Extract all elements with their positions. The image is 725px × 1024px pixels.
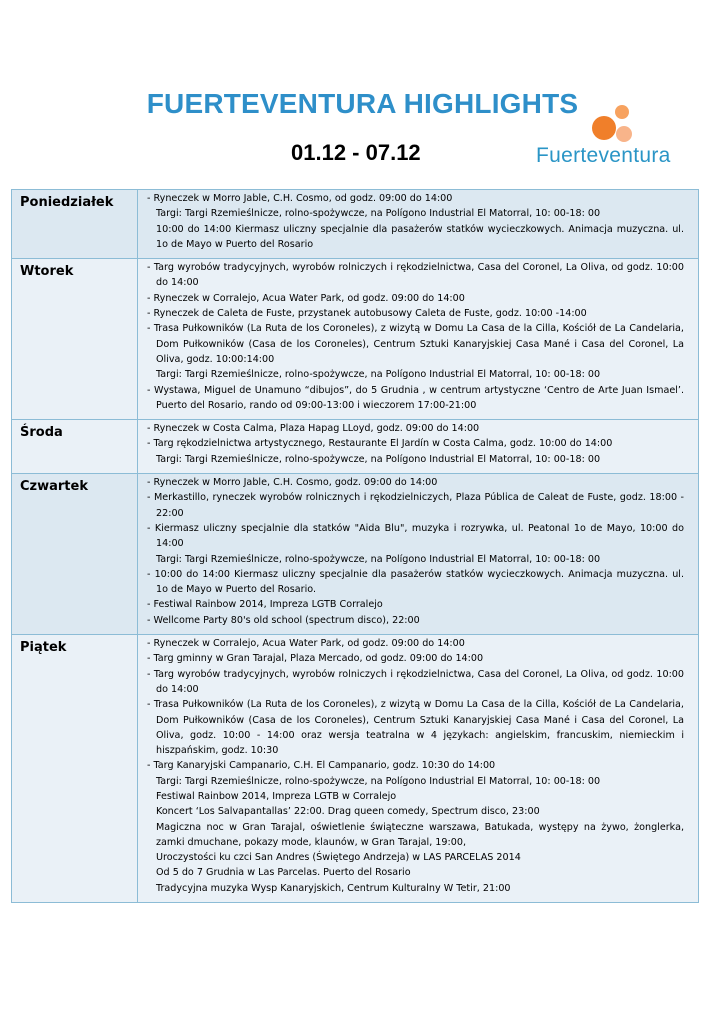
event-line (147, 552, 684, 567)
event-text: Festiwal Rainbow 2014, Impreza LGTB w Corralejo (156, 790, 397, 802)
day-name: Czwartek (12, 474, 138, 635)
event-line (147, 667, 684, 698)
event-line (147, 697, 684, 758)
schedule-row (12, 635, 699, 903)
event-line (147, 567, 684, 598)
event-text: Ryneczek w Costa Calma, Plaza Hapag LLoyd, godz. 09:00 do 14:00 (153, 423, 480, 435)
event-text: Ryneczek w Corralejo, Acua Water Park, od godz. 09:00 do 14:00 (153, 638, 465, 650)
bullet-dash: - (147, 292, 154, 304)
event-text: Targi: Targi Rzemieślnicze, rolno-spożywcze, na Polígono Industrial El Matorral, 10: 00-18: 00 (156, 208, 601, 220)
event-text: Trasa Pułkowników (La Ruta de los Coroneles), z wizytą w Domu La Casa de la Cilla, Kościół de La Candelaria, Dom Pułkowników (Casa de los Coroneles), Centrum Sztuki Kanaryjskiej Casa Mané i Casa del Coronel, La Oliva, godz. 10:00:14:00 (153, 323, 684, 365)
day-events (138, 190, 699, 259)
bullet-dash: - (147, 193, 154, 204)
event-text: Od 5 do 7 Grudnia w Las Parcelas. Puerto del Rosario (156, 867, 411, 879)
bullet-dash: - (147, 760, 154, 772)
bullet-dash: - (147, 262, 154, 274)
event-text: Tradycyjna muzyka Wysp Kanaryjskich, Centrum Kulturalny W Tetir, 21:00 (156, 882, 511, 894)
event-line (147, 383, 684, 414)
event-line (147, 820, 684, 851)
event-text: Uroczystości ku czci San Andres (Świętego Andrzeja) w LAS PARCELAS 2014 (156, 852, 521, 864)
bullet-dash: - (147, 477, 154, 489)
event-text: Koncert ‘Los Salvapantallas’ 22:00. Drag queen comedy, Spectrum disco, 23:00 (156, 806, 540, 818)
event-line (147, 613, 684, 628)
bullet-dash: - (147, 653, 154, 665)
event-text: Magiczna noc w Gran Tarajal, oświetlenie świąteczne warszawa, Batukada, występy na żywo, żonglerka, zamki dmuchane, pokazy mode, klaunów, w Gran Tarajal, 19:00, (156, 821, 684, 848)
event-text: Ryneczek w Corralejo, Acua Water Park, od godz. 09:00 do 14:00 (153, 292, 465, 304)
bullet-dash: - (147, 423, 154, 435)
event-line (147, 306, 684, 321)
day-events (138, 474, 699, 635)
day-name: Piątek (12, 635, 138, 903)
bullet-dash: - (147, 308, 154, 320)
event-text: Ryneczek w Morro Jable, C.H. Cosmo, godz. 09:00 do 14:00 (153, 477, 438, 489)
event-line (147, 222, 684, 253)
event-line (147, 260, 684, 291)
event-line (147, 597, 684, 612)
event-line (147, 291, 684, 306)
event-line (147, 452, 684, 467)
day-name: Wtorek (12, 259, 138, 420)
event-line (147, 804, 684, 819)
event-line (147, 321, 684, 367)
day-name: Poniedziałek (12, 190, 138, 259)
event-text: Ryneczek w Morro Jable, C.H. Cosmo, od godz. 09:00 do 14:00 (153, 193, 453, 204)
event-text: Wellcome Party 80's old school (spectrum disco), 22:00 (153, 614, 420, 626)
page-title: FUERTEVENTURA HIGHLIGHTS (146, 88, 579, 119)
event-text: Trasa Pułkowników (La Ruta de los Coroneles), z wizytą w Domu La Casa de la Cilla, Kościół de La Candelaria, Dom Pułkowników (Casa de los Coroneles), Centrum Sztuki Kanaryjskiej Casa Mané i Casa del Coronel, La Oliva, godz. 10:00 - 14:00 oraz wersja teatralna w 4 językach: angielskim, francuskim, niemieckim i hiszpańskim, godz. 10:30 (153, 699, 684, 757)
event-text: Targ rękodzielnictwa artystycznego, Restaurante El Jardín w Costa Calma, godz. 10:00 do 14:00 (153, 438, 613, 450)
event-line (147, 774, 684, 789)
event-text: Targi: Targi Rzemieślnicze, rolno-spożywcze, na Polígono Industrial El Matorral, 10: 00-18: 00 (156, 553, 601, 565)
event-text: Wystawa, Miguel de Unamuno “dibujos”, do 5 Grudnia , w centrum artystyczne ‘Centro de Arte Juan Ismael’. Puerto del Rosario, rando od 09:00-13:00 i wieczorem 17:00-21:00 (154, 384, 685, 411)
bullet-dash: - (147, 438, 154, 450)
event-text: Kiermasz uliczny specjalnie dla statków "Aida Blu", muzyka i rozrywka, ul. Peatonal 1o de Mayo, 10:00 do 14:00 (154, 522, 685, 550)
day-events (138, 420, 699, 474)
schedule-table (11, 189, 699, 903)
bullet-dash: - (147, 522, 155, 534)
bullet-dash: - (147, 599, 154, 611)
event-text: Targ wyrobów tradycyjnych, wyrobów rolniczych i rękodzielnictwa, Casa del Coronel, La Oliva, od godz. 10:00 do 14:00 (153, 262, 685, 289)
event-line (147, 881, 684, 896)
bullet-dash: - (147, 568, 155, 580)
event-line (147, 367, 684, 382)
schedule-row (12, 190, 699, 259)
logo-wordmark: Fuerteventura (536, 144, 671, 167)
event-line (147, 850, 684, 865)
event-line (147, 490, 684, 521)
event-text: Targi: Targi Rzemieślnicze, rolno-spożywcze, na Polígono Industrial El Matorral, 10: 00-18: 00 (156, 369, 601, 381)
sun-logo-icon (580, 102, 640, 148)
date-range: 01.12 - 07.12 (291, 140, 421, 165)
event-line (147, 521, 684, 552)
schedule-row (12, 474, 699, 635)
bullet-dash: - (147, 638, 154, 650)
event-text: Targi: Targi Rzemieślnicze, rolno-spożywcze, na Polígono Industrial El Matorral, 10: 00-18: 00 (156, 775, 601, 787)
event-line (147, 436, 684, 451)
day-events (138, 259, 699, 420)
event-line (147, 475, 684, 490)
bullet-dash: - (147, 614, 154, 626)
event-line (147, 758, 684, 773)
event-text: Targ gminny w Gran Tarajal, Plaza Mercado, od godz. 09:00 do 14:00 (153, 653, 484, 665)
bullet-dash: - (147, 384, 155, 396)
event-text: 10:00 do 14:00 Kiermasz uliczny specjalnie dla pasażerów statków wycieczkowych. Animacja muzyczna. ul. 1o de Mayo w Puerto del Rosario. (154, 568, 684, 596)
event-line (147, 421, 684, 436)
event-text: Festiwal Rainbow 2014, Impreza LGTB Corralejo (153, 599, 383, 611)
bullet-dash: - (147, 492, 154, 504)
schedule-row (12, 420, 699, 474)
event-text: Targ wyrobów tradycyjnych, wyrobów rolniczych i rękodzielnictwa, Casa del Coronel, La Oliva, od godz. 10:00 do 14:00 (153, 668, 685, 695)
event-text: Ryneczek de Caleta de Fuste, przystanek autobusowy Caleta de Fuste, godz. 10:00 -14:00 (153, 308, 587, 320)
day-events (138, 635, 699, 903)
schedule-row (12, 259, 699, 420)
event-line (147, 206, 684, 221)
event-text: Targi: Targi Rzemieślnicze, rolno-spożywcze, na Polígono Industrial El Matorral, 10: 00-18: 00 (156, 453, 601, 465)
bullet-dash: - (147, 699, 154, 711)
event-text: Targ Kanaryjski Campanario, C.H. El Campanario, godz. 10:30 do 14:00 (153, 760, 496, 772)
day-name: Środa (12, 420, 138, 474)
event-line (147, 789, 684, 804)
event-line (147, 636, 684, 651)
event-text: 10:00 do 14:00 Kiermasz uliczny specjalnie dla pasażerów statków wycieczkowych. Animacja muzyczna. ul. 1o de Mayo w Puerto del Rosario (156, 223, 684, 250)
bullet-dash: - (147, 323, 154, 335)
event-line (147, 191, 684, 206)
event-text: Merkastillo, ryneczek wyrobów rolnicznych i rękodzielniczych, Plaza Pública de Caleat de Fuste, godz. 18:00 - 22:00 (153, 492, 684, 519)
bullet-dash: - (147, 668, 154, 680)
event-line (147, 651, 684, 666)
event-line (147, 865, 684, 880)
fuerteventura-logo (534, 102, 694, 172)
